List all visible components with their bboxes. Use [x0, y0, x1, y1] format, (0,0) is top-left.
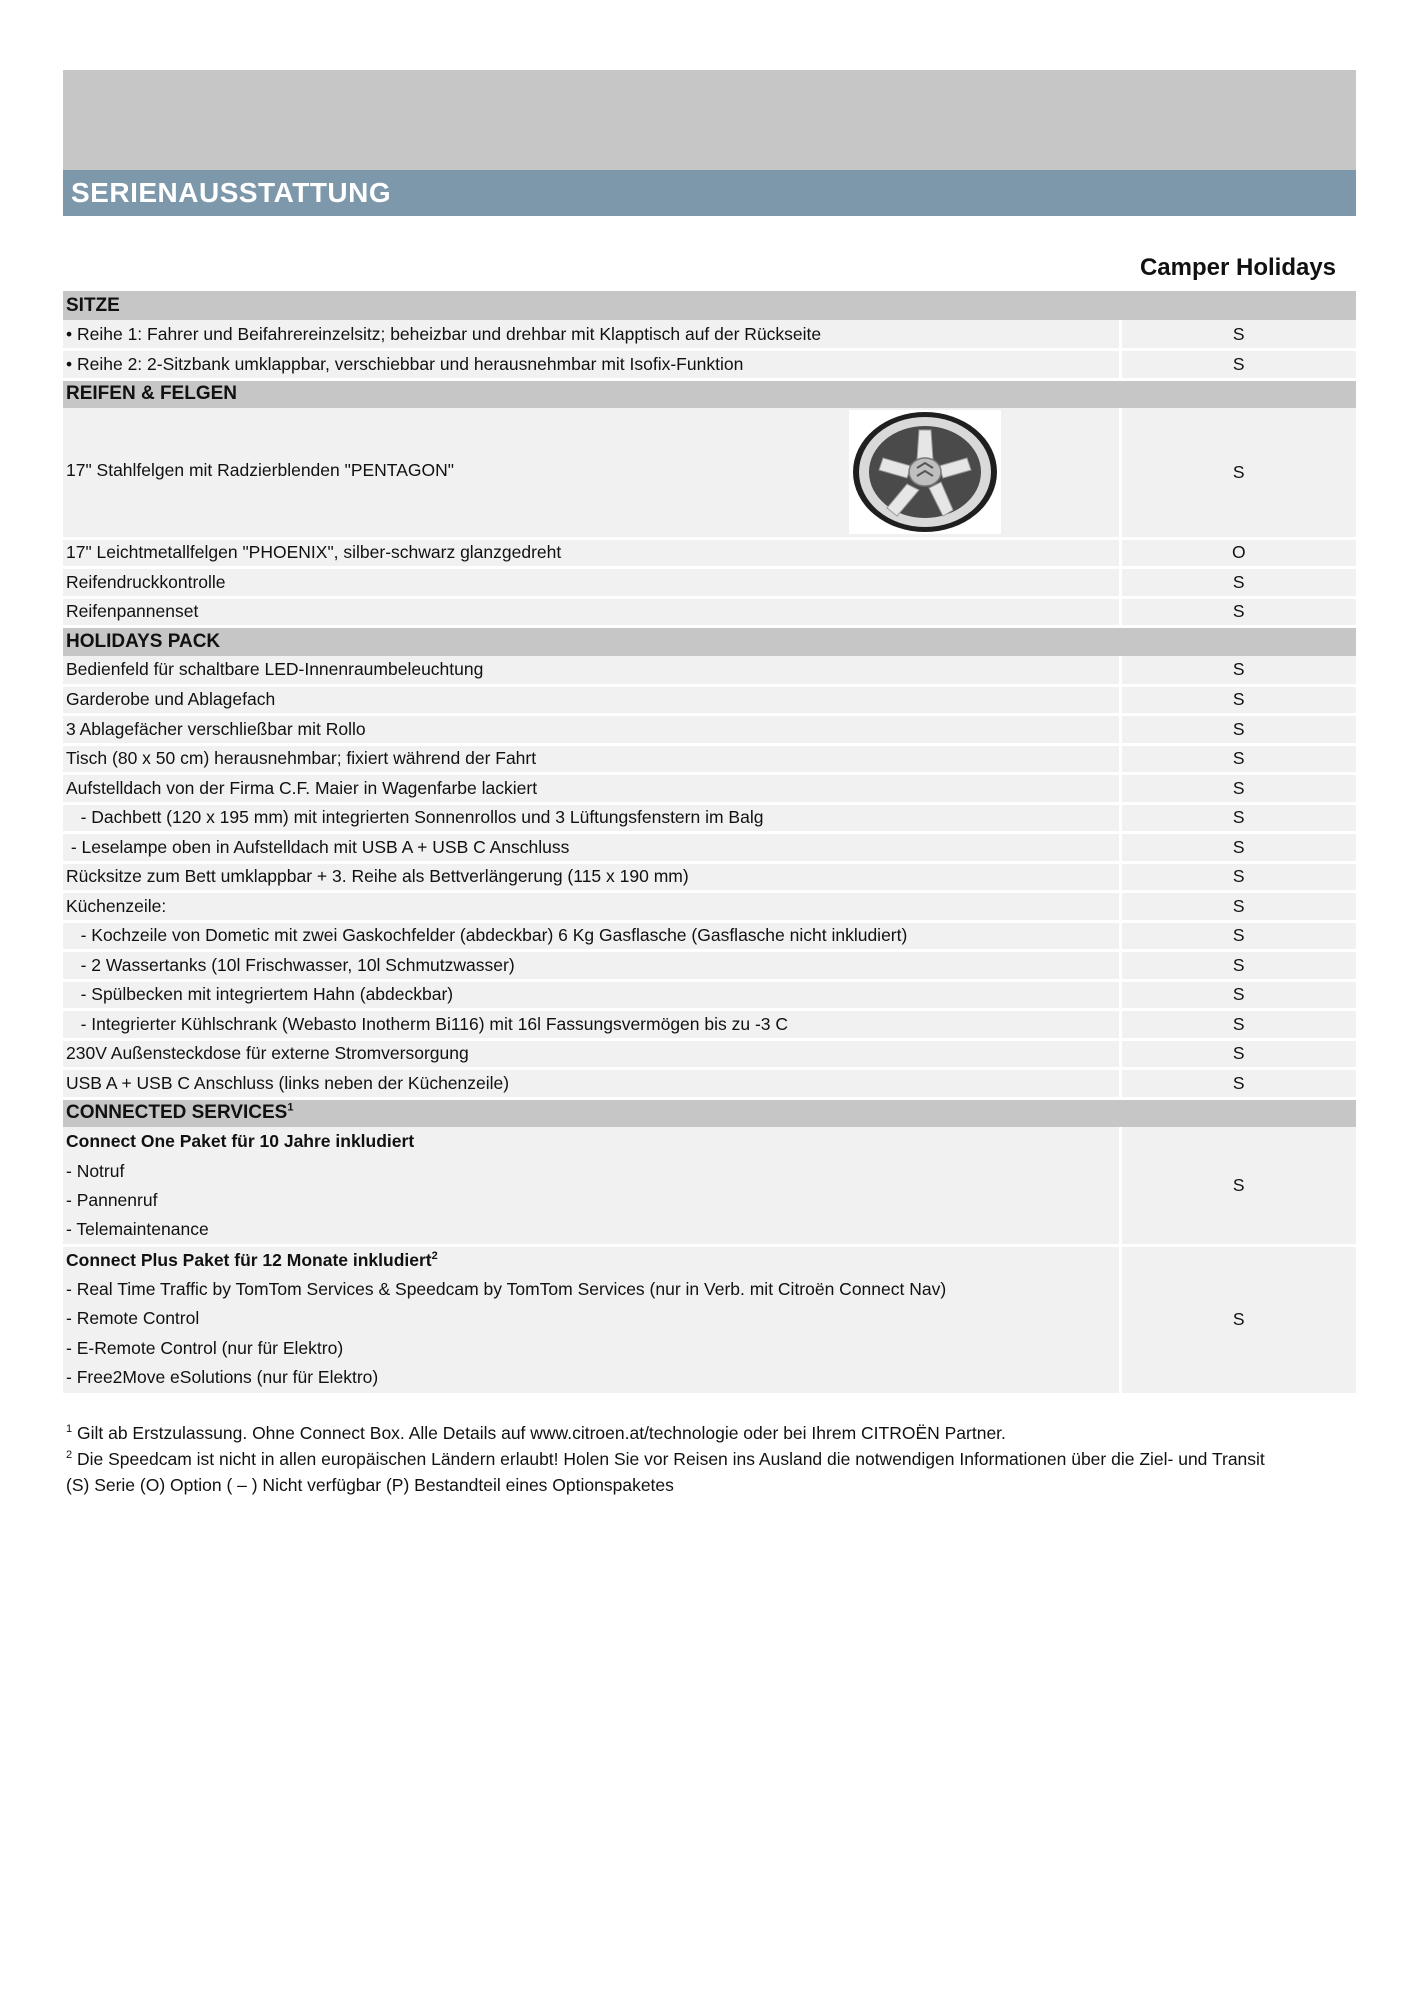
section-title-cell	[63, 1098, 1356, 1127]
table-row	[63, 350, 1356, 380]
table-row	[63, 744, 1356, 774]
footnote-marker: 1	[287, 1101, 294, 1114]
row-label: - 2 Wassertanks (10l Frischwasser, 10l Schmutzwasser)	[63, 951, 1120, 981]
row-label: Aufstelldach von der Firma C.F. Maier in Wagenfarbe lackiert	[63, 774, 1120, 804]
row-value: S	[1120, 715, 1356, 745]
column-header-camper-holidays: Camper Holidays	[1139, 254, 1337, 281]
table-row	[63, 1039, 1356, 1069]
row-value: S	[1120, 1069, 1356, 1099]
section-title: SITZE	[63, 291, 1356, 320]
row-label: Tisch (80 x 50 cm) herausnehmbar; fixiert während der Fahrt	[63, 744, 1120, 774]
footnote-marker: 2	[431, 1250, 438, 1263]
row-label: USB A + USB C Anschluss (links neben der Küchenzeile)	[63, 1069, 1120, 1099]
footnotes	[66, 1420, 1356, 1498]
group-heading: Connect One Paket für 10 Jahre inkludiert	[63, 1127, 1120, 1157]
table-row	[63, 774, 1356, 804]
row-label: 17" Stahlfelgen mit Radzierblenden "PENTAGON"	[66, 460, 454, 481]
row-label: • Reihe 2: 2-Sitzbank umklappbar, verschiebbar und herausnehmbar mit Isofix-Funktion	[63, 350, 1120, 380]
table-row	[63, 951, 1356, 981]
group-item: - Real Time Traffic by TomTom Services & Speedcam by TomTom Services (nur in Verb. mit Citroën Connect Nav)	[63, 1275, 1120, 1305]
table-row	[63, 862, 1356, 892]
table-row	[63, 408, 1356, 538]
table-row	[63, 538, 1356, 568]
group-item: - Pannenruf	[63, 1186, 1120, 1216]
table-row	[63, 892, 1356, 922]
row-value: S	[1120, 408, 1356, 538]
table-row	[63, 568, 1356, 598]
footnote-1	[66, 1420, 1356, 1446]
row-label: - Spülbecken mit integriertem Hahn (abdeckbar)	[63, 980, 1120, 1010]
section-title: HOLIDAYS PACK	[63, 627, 1356, 656]
row-value: S	[1120, 744, 1356, 774]
section-header-reifen	[63, 379, 1356, 408]
row-label: - Leselampe oben in Aufstelldach mit USB A + USB C Anschluss	[63, 833, 1120, 863]
section-title: CONNECTED SERVICES	[66, 1102, 288, 1124]
row-label: Bedienfeld für schaltbare LED-Innenraumbeleuchtung	[63, 656, 1120, 686]
row-value: S	[1120, 350, 1356, 380]
table-row	[63, 1069, 1356, 1099]
group-heading-cell	[63, 1245, 1120, 1275]
row-value: S	[1120, 568, 1356, 598]
group-item: - Remote Control	[63, 1304, 1120, 1334]
row-value: S	[1120, 656, 1356, 686]
legend: (S) Serie (O) Option ( – ) Nicht verfügbar (P) Bestandteil eines Optionspaketes	[66, 1475, 674, 1495]
table-row	[63, 597, 1356, 627]
group-item: - Telemaintenance	[63, 1216, 1120, 1246]
row-value: S	[1120, 862, 1356, 892]
row-value: S	[1120, 1039, 1356, 1069]
row-value: S	[1120, 774, 1356, 804]
row-value: S	[1120, 1127, 1356, 1245]
row-label: Reifenpannenset	[63, 597, 1120, 627]
row-value: S	[1120, 320, 1356, 350]
section-title: REIFEN & FELGEN	[63, 379, 1356, 408]
row-label: - Integrierter Kühlschrank (Webasto Inotherm Bi116) mit 16l Fassungsvermögen bis zu -3 C	[63, 1010, 1120, 1040]
table-row	[63, 715, 1356, 745]
section-header-connected-services	[63, 1098, 1356, 1127]
footnote-2	[66, 1446, 1356, 1472]
row-value: S	[1120, 951, 1356, 981]
group-item: - Notruf	[63, 1157, 1120, 1187]
row-value: S	[1120, 597, 1356, 627]
row-value: S	[1120, 921, 1356, 951]
table-row	[63, 1127, 1356, 1157]
row-label: 17" Leichtmetallfelgen "PHOENIX", silber-schwarz glanzgedreht	[63, 538, 1120, 568]
row-label: - Dachbett (120 x 195 mm) mit integrierten Sonnenrollos und 3 Lüftungsfenstern im Balg	[63, 803, 1120, 833]
table-row	[63, 685, 1356, 715]
row-value: O	[1120, 538, 1356, 568]
row-label: Reifendruckkontrolle	[63, 568, 1120, 598]
section-header-sitze	[63, 291, 1356, 320]
row-value: S	[1120, 833, 1356, 863]
table-row	[63, 833, 1356, 863]
row-label: Garderobe und Ablagefach	[63, 685, 1120, 715]
table-row	[63, 921, 1356, 951]
table-row	[63, 1245, 1356, 1275]
table-row	[63, 320, 1356, 350]
table-row	[63, 980, 1356, 1010]
group-item: - Free2Move eSolutions (nur für Elektro)	[63, 1363, 1120, 1393]
row-value: S	[1120, 980, 1356, 1010]
row-label: - Kochzeile von Dometic mit zwei Gaskochfelder (abdeckbar) 6 Kg Gasflasche (Gasflasche nicht inkludiert)	[63, 921, 1120, 951]
table-row	[63, 1010, 1356, 1040]
row-value: S	[1120, 685, 1356, 715]
group-item: - E-Remote Control (nur für Elektro)	[63, 1334, 1120, 1364]
footnote-marker: 2	[66, 1449, 73, 1462]
row-value: S	[1120, 1010, 1356, 1040]
footnote-text: Gilt ab Erstzulassung. Ohne Connect Box. Alle Details auf www.citroen.at/technologie oder bei Ihrem CITROËN Partner.	[72, 1423, 1006, 1443]
row-label-cell	[63, 408, 1120, 538]
header-banner	[63, 70, 1356, 170]
row-value: S	[1120, 892, 1356, 922]
table-row	[63, 803, 1356, 833]
row-label: 3 Ablagefächer verschließbar mit Rollo	[63, 715, 1120, 745]
row-label: Küchenzeile:	[63, 892, 1120, 922]
page-title: SERIENAUSSTATTUNG	[63, 170, 1356, 216]
table-row	[63, 656, 1356, 686]
row-label: Rücksitze zum Bett umklappbar + 3. Reihe als Bettverlängerung (115 x 190 mm)	[63, 862, 1120, 892]
section-header-holidays-pack	[63, 627, 1356, 656]
group-heading: Connect Plus Paket für 12 Monate inkludiert	[66, 1250, 432, 1270]
footnote-marker: 1	[66, 1423, 73, 1436]
equipment-table	[63, 291, 1356, 1393]
footnote-text: Die Speedcam ist nicht in allen europäischen Ländern erlaubt! Holen Sie vor Reisen ins Ausland die notwendigen Informationen über die Ziel- und Transit	[72, 1449, 1265, 1469]
row-value: S	[1120, 803, 1356, 833]
wheel-rim-image	[849, 410, 1001, 534]
row-label: • Reihe 1: Fahrer und Beifahrereinzelsitz; beheizbar und drehbar mit Klapptisch auf der Rückseite	[63, 320, 1120, 350]
row-label: 230V Außensteckdose für externe Stromversorgung	[63, 1039, 1120, 1069]
row-value: S	[1120, 1245, 1356, 1393]
